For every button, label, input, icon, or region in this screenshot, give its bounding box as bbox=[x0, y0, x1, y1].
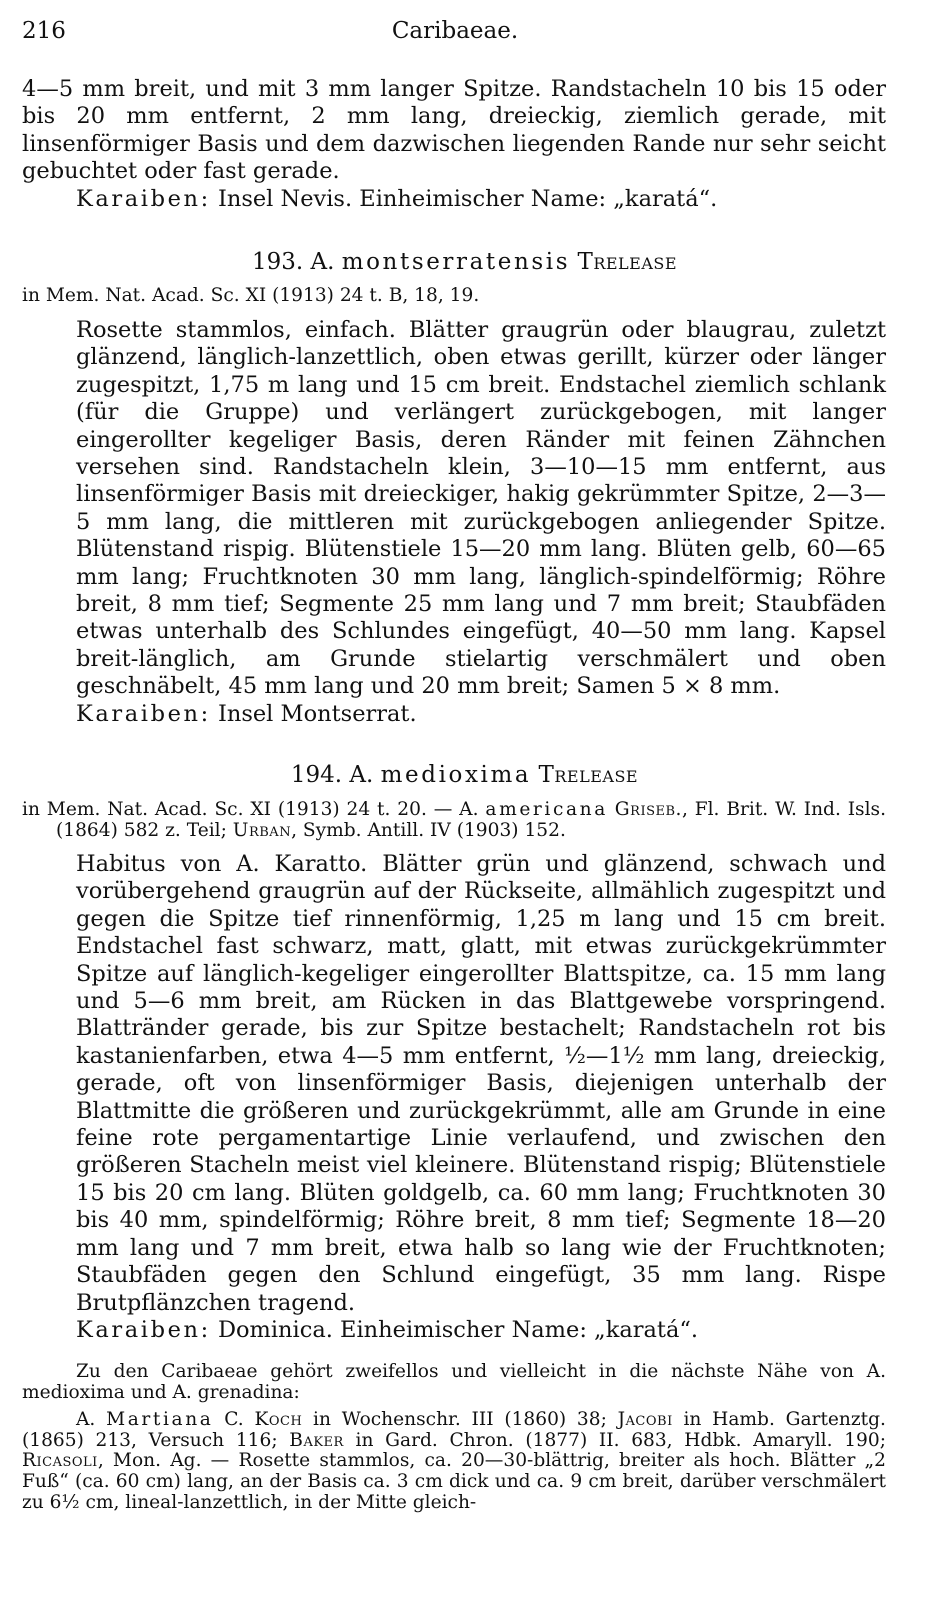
description-text: Rosette stammlos, einfach. Blätter graugrün oder blaugrau, zuletzt glänzend, länglich-lanzettlich, oben etwas gerillt, kürzer oder länger zugespitzt, 1,75 m lang und 15 cm breit. Endstachel ziemlich schlank (für die Gruppe) und verlängert zurückgebogen, mit langer eingerollter kegeliger Basis, deren Ränder mit feinen Zähnchen versehen sind. Randstacheln klein, 3—10—15 mm entfernt, aus linsenförmiger Basis mit dreieckiger, hakig gekrümmter Spitze, 2—3—5 mm lang, die mittleren mit zurückgebogen anliegender Spitze. Blütenstand rispig. Blütenstiele 15—20 mm lang. Blüten gelb, 60—65 mm lang; Fruchtknoten 30 mm lang, länglich-spindelförmig; Röhre breit, 8 mm tief; Segmente 25 mm lang und 7 mm breit; Staubfäden etwas unterhalb des Schlundes eingefügt, 40—50 mm lang. Kapsel breit-länglich, am Grunde stielartig verschmälert und oben geschnäbelt, 45 mm lang und 20 mm breit; Samen 5 × 8 mm. bbox=[76, 317, 886, 700]
note-block bbox=[22, 1362, 886, 1513]
citation-species: americana bbox=[485, 799, 608, 820]
entry-text: in Gard. Chron. (1877) II. 683, Hdbk. Amaryll. 190; bbox=[343, 1429, 886, 1451]
page-number: 216 bbox=[22, 18, 66, 44]
species-author: Trelease bbox=[538, 762, 639, 788]
description-193 bbox=[22, 317, 886, 728]
citation-part: in Mem. Nat. Acad. Sc. XI (1913) 24 t. 20. — A. bbox=[22, 799, 479, 820]
page-header bbox=[22, 18, 888, 54]
people-label: Karaiben: bbox=[76, 700, 211, 727]
continued-description bbox=[22, 76, 886, 213]
species-heading-193 bbox=[0, 249, 929, 275]
citation-194 bbox=[22, 800, 886, 841]
species-author: Trelease bbox=[577, 249, 678, 275]
people-text: Insel Nevis. Einheimischer Name: „karatá“. bbox=[217, 185, 718, 212]
description-194 bbox=[22, 851, 886, 1344]
entry-author: Ricasoli bbox=[22, 1450, 98, 1472]
citation-text bbox=[22, 800, 886, 841]
entry-prefix: A. bbox=[76, 1409, 96, 1431]
citation-author: Urban bbox=[232, 819, 292, 841]
entry-author: Koch bbox=[254, 1409, 303, 1431]
people-line-nevis bbox=[22, 186, 886, 213]
entry-author: Jacobi bbox=[617, 1409, 673, 1431]
note-intro: Zu den Caribaeae gehört zweifellos und vielleicht in die nächste Nähe von A. medioxima und A. grenadina: bbox=[22, 1361, 886, 1403]
entry-species: Martiana bbox=[106, 1409, 214, 1431]
entry-author-initial: C. bbox=[224, 1409, 244, 1431]
citation-part: , Symb. Antill. IV (1903) 152. bbox=[291, 819, 566, 841]
people-label: Karaiben: bbox=[76, 1316, 211, 1343]
species-number: 193. A. bbox=[251, 249, 335, 275]
note-entry-martiana bbox=[22, 1410, 886, 1513]
description-text: Habitus von A. Karatto. Blätter grün und glänzend, schwach und vorübergehend graugrün auf der Rückseite, allmählich zugespitzt und gegen die Spitze tief rinnenförmig, 1,25 m lang und 15 cm breit. Endstachel fast schwarz, matt, glatt, mit etwas zurückgekrümmter Spitze auf länglich-kegeliger eingerollter Blattspitze, ca. 15 mm lang und 5—6 mm breit, am Rücken in das Blattgewebe vorspringend. Blattränder gerade, bis zur Spitze bestachelt; Randstacheln rot bis kastanienfarben, etwa 4—5 mm entfernt, ½—1½ mm lang, dreieckig, gerade, oft von linsenförmiger Basis, diejenigen unterhalb der Blattmitte die größeren und zurückgekrümmt, alle am Grunde in eine feine rote pergamentartige Linie verlaufend, und zwischen den größeren Stacheln meist viel kleinere. Blütenstand rispig; Blütenstiele 15 bis 20 cm lang. Blüten goldgelb, ca. 60 mm lang; Fruchtknoten 30 bis 40 mm, spindelförmig; Röhre breit, 8 mm tief; Segmente 18—20 mm lang und 7 mm breit, etwa halb so lang wie der Fruchtknoten; Staubfäden gegen den Schlund eingefügt, 35 mm lang. Rispe Brutpflänzchen tragend. bbox=[76, 851, 886, 1316]
entry-author: Baker bbox=[289, 1429, 344, 1451]
people-text: Insel Montserrat. bbox=[217, 700, 417, 727]
people-line-dominica bbox=[22, 1317, 886, 1344]
entry-text: , Mon. Ag. — Rosette stammlos, ca. 20—30-blättrig, breiter als hoch. Blätter „2 Fuß“ (ca. 60 cm) lang, an der Basis ca. 3 cm dick und ca. 9 cm breit, darüber verschmälert zu 6½ cm, lineal-lanzettlich, in der Mitte gleich- bbox=[22, 1450, 886, 1513]
species-epithet: montserratensis bbox=[341, 249, 571, 275]
species-epithet: medioxima bbox=[380, 762, 532, 788]
people-text: Dominica. Einheimischer Name: „karatá“. bbox=[217, 1316, 699, 1343]
species-number: 194. A. bbox=[290, 762, 374, 788]
people-label: Karaiben: bbox=[76, 185, 211, 212]
continued-text: 4—5 mm breit, und mit 3 mm langer Spitze. Randstacheln 10 bis 15 oder bis 20 mm entfernt, 2 mm lang, dreieckig, ziemlich gerade, mit linsenförmiger Basis und dem dazwischen liegenden Rande nur sehr seicht gebuchtet oder fast gerade. bbox=[22, 76, 886, 185]
species-heading-194 bbox=[0, 762, 929, 788]
citation-author: Griseb. bbox=[614, 799, 682, 820]
citation-193 bbox=[22, 286, 886, 307]
entry-text: in Wochenschr. III (1860) 38; bbox=[302, 1409, 618, 1431]
citation-part: , Fl. Brit. W. Ind. Isls. (1864) 582 z. Teil; bbox=[56, 799, 887, 841]
entry-text: in Hamb. Gartenztg. (1865) 213, Versuch 116; bbox=[22, 1409, 886, 1451]
running-title: Caribaeae. bbox=[391, 18, 519, 44]
people-line-montserrat bbox=[22, 701, 886, 728]
citation-text: in Mem. Nat. Acad. Sc. XI (1913) 24 t. B, 18, 19. bbox=[22, 285, 480, 306]
